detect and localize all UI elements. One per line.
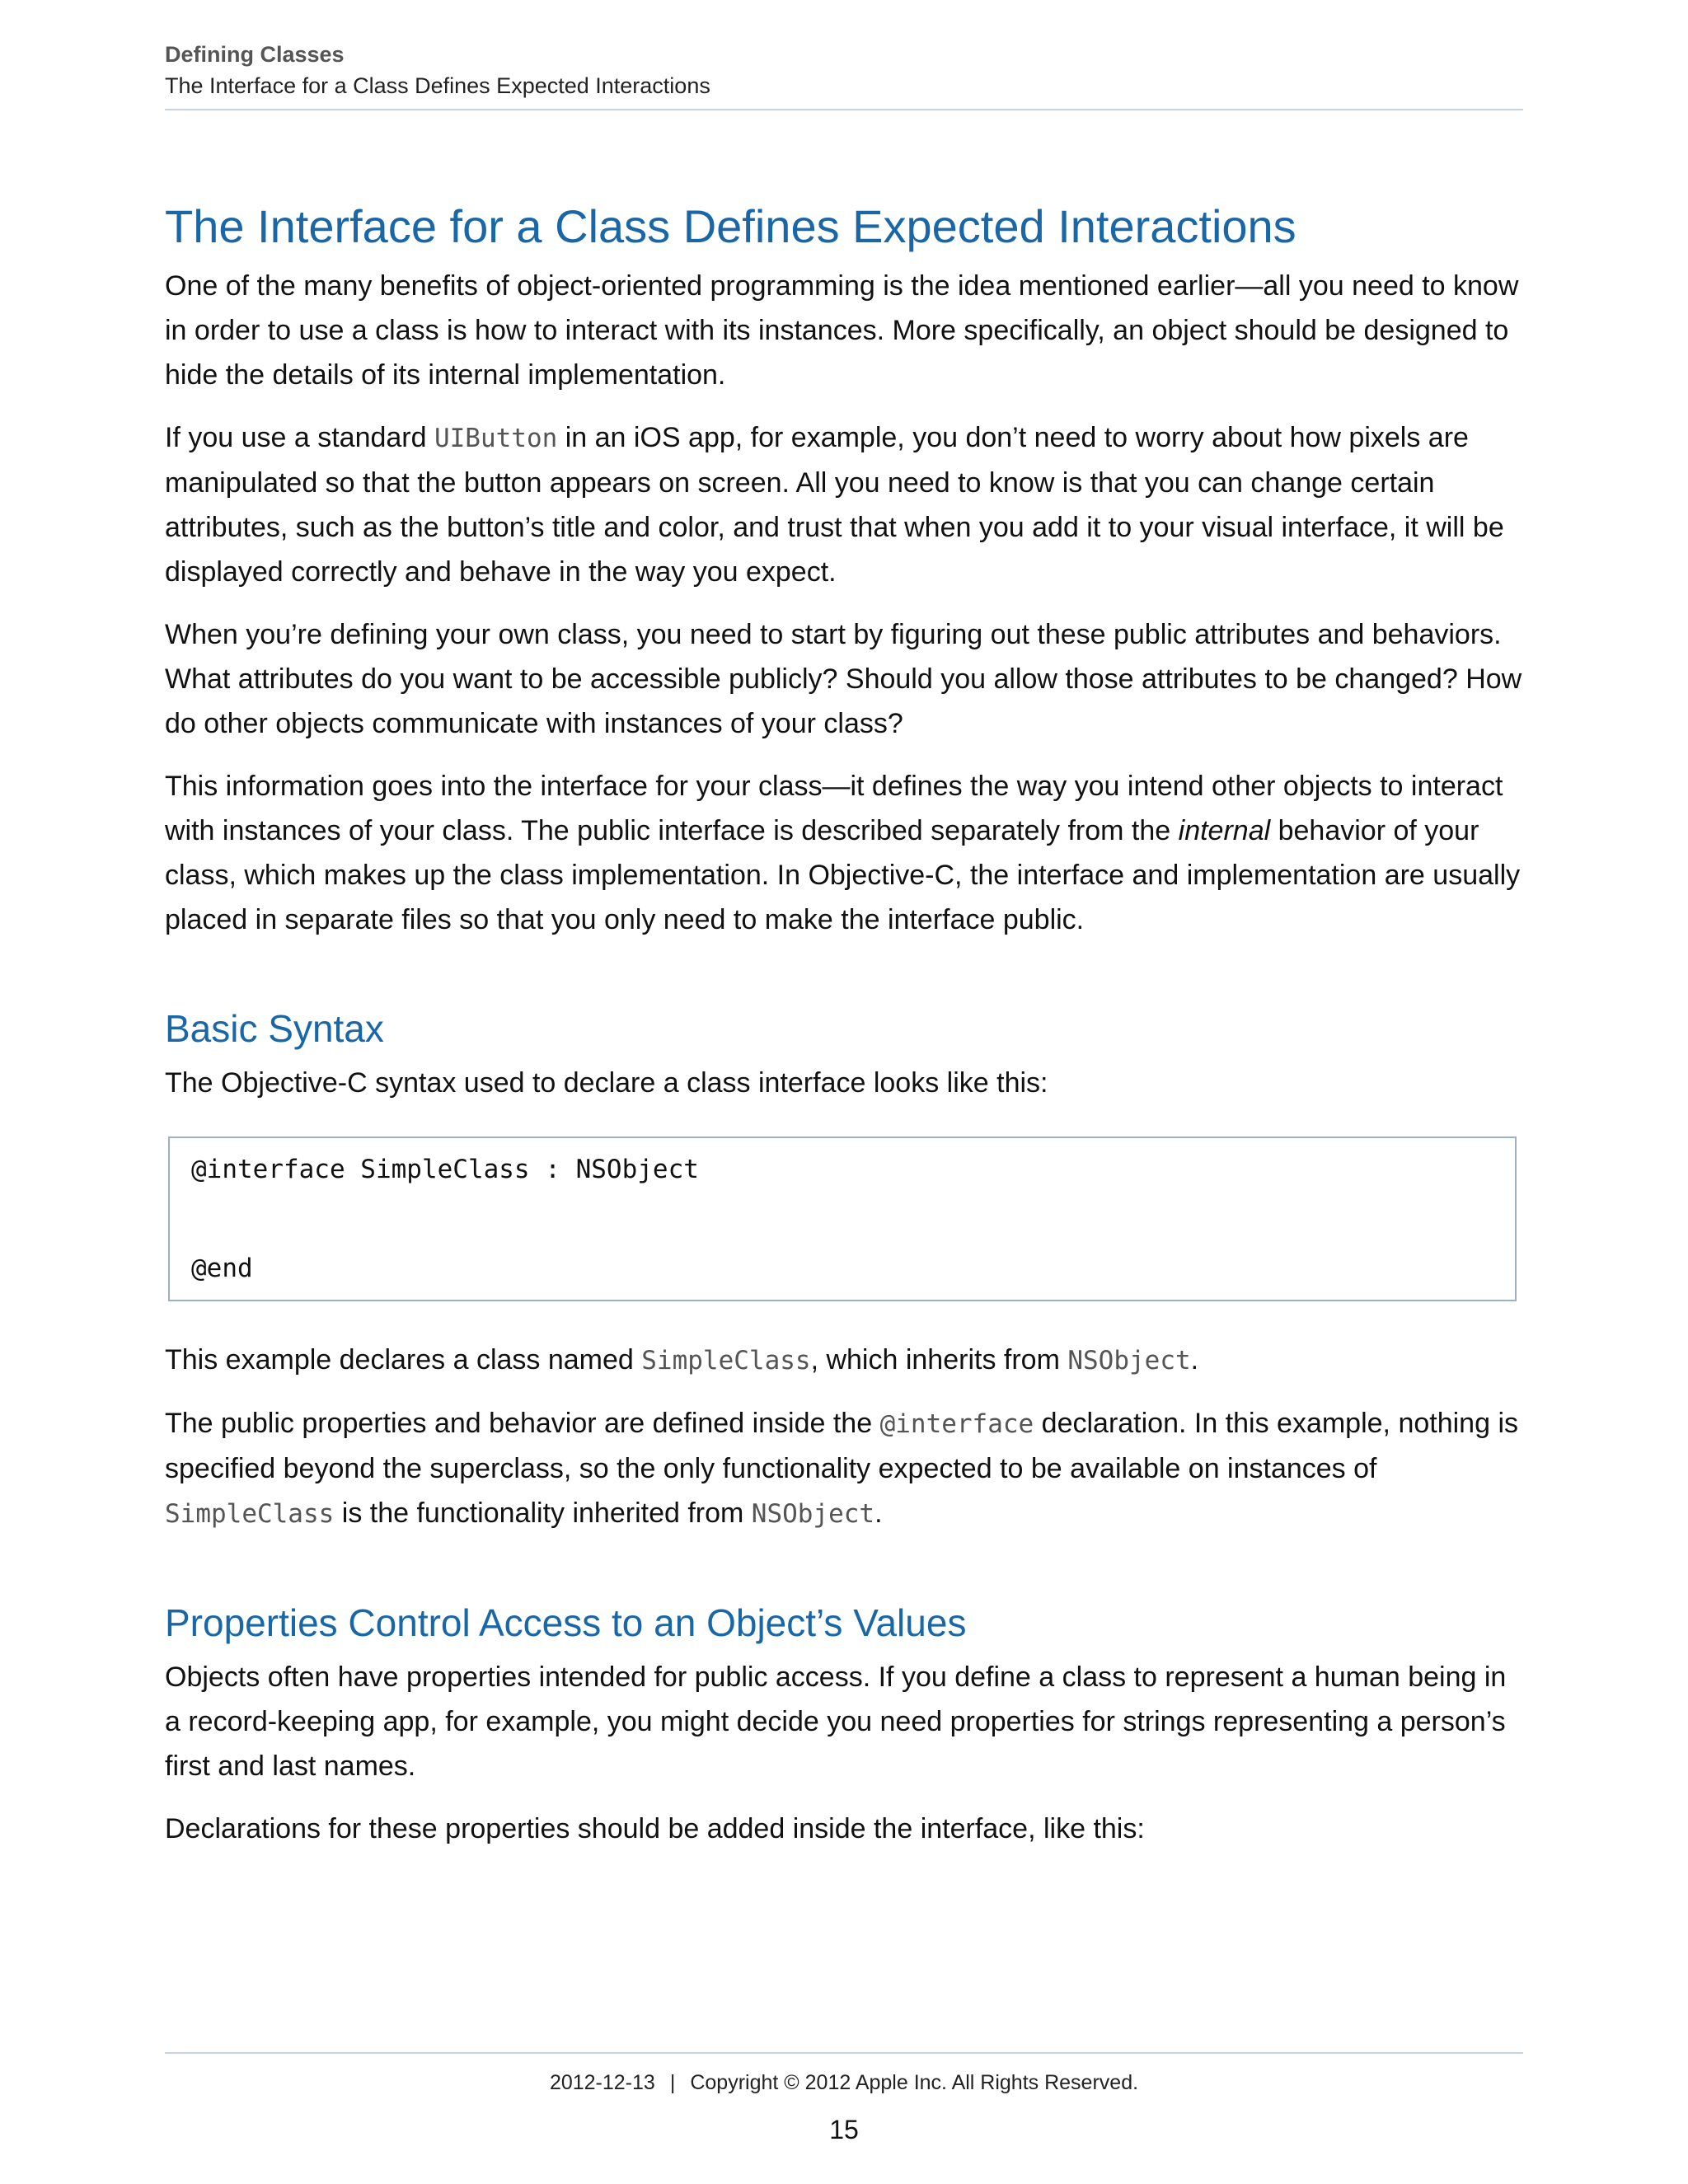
footer-divider xyxy=(165,2052,1523,2054)
inline-code-simpleclass: SimpleClass xyxy=(165,1499,335,1529)
page-footer xyxy=(165,2052,1523,2146)
header-chapter-title: Defining Classes xyxy=(165,42,345,67)
inline-code-nsobject: NSObject xyxy=(1067,1346,1191,1376)
properties-paragraph-2: Declarations for these properties should be added inside the interface, like this: xyxy=(165,1813,1145,1844)
intro-paragraph-3: When you’re defining your own class, you need to start by figuring out these public attributes and behaviors. What attributes do you want to be accessible publicly? Should you allow those attributes to be changed? How do other objects communicate with instances of your class? xyxy=(165,619,1522,739)
running-header xyxy=(165,40,1523,110)
page-title: The Interface for a Class Defines Expected Interactions xyxy=(165,200,1296,252)
code-line-interface: @interface SimpleClass : NSObject xyxy=(191,1155,699,1184)
properties-paragraph-1: Objects often have properties intended for public access. If you define a class to represent a human being in a record-keeping app, for example, you might decide you need properties for strings representing a person’s first and last names. xyxy=(165,1661,1507,1782)
document-page xyxy=(165,40,1523,1851)
text-run: This information goes into the interface for your class—it defines the way you intend other objects to interact with instances of your class. The public interface is described separately from the xyxy=(165,771,1503,846)
basic-syntax-paragraph-1: The Objective-C syntax used to declare a class interface looks like this: xyxy=(165,1067,1048,1099)
intro-paragraph-2 xyxy=(165,415,1523,594)
footer-copyright: Copyright © 2012 Apple Inc. All Rights Reserved. xyxy=(690,2071,1139,2094)
text-run: , which inherits from xyxy=(810,1344,1068,1376)
text-run: in an iOS app, for example, you don’t need to worry about how pixels are manipulated so that the button appears on screen. All you need to know is that you can change certain attributes, such as the button’s title and color, and trust that when you add it to your visual interface, it will be displayed correctly and behave in the way you expect. xyxy=(165,422,1504,588)
text-run: declaration. In this example, nothing is specified beyond the superclass, so the only functionality expected to be available on instances of xyxy=(165,1408,1518,1484)
inline-code-nsobject: NSObject xyxy=(751,1499,875,1529)
text-run: If you use a standard xyxy=(165,422,434,453)
emphasis-internal: internal xyxy=(1178,815,1271,846)
intro-paragraph-4 xyxy=(165,764,1523,942)
header-divider xyxy=(165,109,1523,110)
footer-info xyxy=(165,2069,1523,2097)
text-run: This example declares a class named xyxy=(165,1344,642,1376)
inline-code-interface: @interface xyxy=(879,1409,1034,1439)
page-number: 15 xyxy=(829,2115,859,2144)
text-run: . xyxy=(1190,1344,1199,1376)
inline-code-simpleclass: SimpleClass xyxy=(641,1346,811,1376)
footer-date: 2012-12-13 xyxy=(549,2071,655,2094)
text-run: is the functionality inherited from xyxy=(334,1497,752,1529)
footer-separator: | xyxy=(669,2071,676,2094)
intro-paragraph-1: One of the many benefits of object-oriented programming is the idea mentioned earlier—all you need to know in order to use a class is how to interact with its instances. More specifically, an object should be designed to hide the details of its internal implementation. xyxy=(165,270,1519,391)
inline-code-uibutton: UIButton xyxy=(434,424,558,453)
basic-syntax-paragraph-3 xyxy=(165,1401,1523,1536)
code-listing xyxy=(168,1137,1517,1301)
basic-syntax-paragraph-2 xyxy=(165,1338,1523,1383)
text-run: behavior of your class, which makes up the class implementation. In Objective-C, the interface and implementation are usually placed in separate files so that you only need to make the interface public. xyxy=(165,815,1521,935)
code-blank-line xyxy=(191,1186,1493,1252)
header-section-title: The Interface for a Class Defines Expected Interactions xyxy=(165,73,710,98)
text-run: The public properties and behavior are defined inside the xyxy=(165,1408,880,1439)
text-run: . xyxy=(874,1497,883,1529)
section-heading-basic-syntax: Basic Syntax xyxy=(165,1007,384,1050)
section-heading-properties: Properties Control Access to an Object’s Values xyxy=(165,1601,967,1644)
code-line-end: @end xyxy=(191,1254,253,1283)
